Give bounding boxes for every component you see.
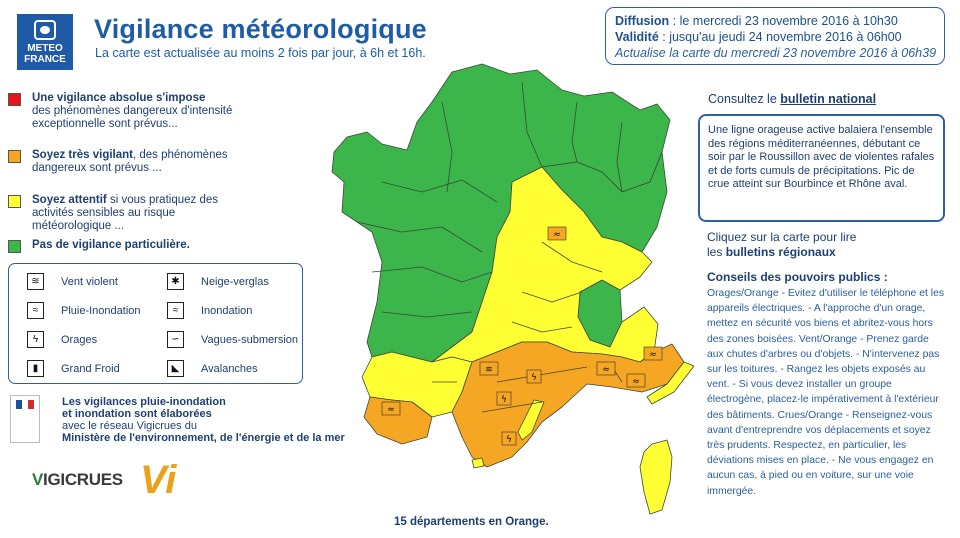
pheno-label: Avalanches	[201, 363, 258, 375]
regional-line1: Cliquez sur la carte pour lire	[707, 230, 857, 244]
national-bulletin	[708, 92, 876, 106]
pheno-cold	[27, 363, 120, 375]
pheno-storm	[27, 334, 97, 346]
pheno-wave	[167, 334, 298, 346]
validite-value: : jusqu'au jeudi 24 novembre 2016 à 06h00	[658, 30, 902, 44]
regional-bulletins	[707, 230, 856, 260]
legend-green	[8, 239, 248, 252]
rain-flood-icon: ≈	[649, 350, 657, 360]
regional-prefix: les	[707, 245, 726, 259]
diffusion-box	[605, 7, 945, 65]
region-corsica[interactable]	[640, 440, 672, 514]
validite-label: Validité	[615, 30, 659, 44]
vi-logo[interactable]: Vi	[140, 458, 177, 502]
pheno-label: Vent violent	[61, 276, 118, 288]
pheno-flood	[167, 305, 252, 317]
legend-yellow	[8, 194, 248, 233]
ministry-line2: et inondation sont élaborées	[62, 408, 212, 420]
storm-icon: ϟ	[501, 395, 507, 405]
yellow-swatch	[8, 195, 21, 208]
regional-bulletins-link[interactable]: bulletins régionaux	[725, 245, 836, 259]
meteo-france-logo[interactable]	[17, 14, 73, 70]
orange-count: 15 départements en Orange.	[394, 516, 549, 528]
legend-red-bold: Une vigilance absolue s'impose	[32, 92, 206, 104]
vigicrues-rest: IGICRUES	[43, 470, 123, 489]
storm-icon: ϟ	[506, 435, 512, 445]
pheno-label: Neige-verglas	[201, 276, 269, 288]
legend-orange	[8, 149, 248, 175]
france-vigilance-map[interactable]	[322, 62, 698, 520]
legend-orange-bold: Soyez très vigilant	[32, 149, 133, 161]
snow-icon: ✱	[167, 273, 184, 290]
logo-text-1: METEO	[27, 43, 63, 54]
thermometer-icon: ▮	[27, 360, 44, 377]
rain-flood-icon: ≈	[27, 302, 44, 319]
page-subtitle: La carte est actualisée au moins 2 fois par jour, à 6h et 16h.	[95, 46, 426, 60]
ministry-line3: avec le réseau Vigicrues du	[62, 420, 197, 432]
pheno-avalanche	[167, 363, 258, 375]
conseils-text: Orages/Orange - Evitez d'utiliser le téléphone et les appareils électriques. - A l'approche d'un orage, mettez en sécurité vos biens et abritez-vous hors des zones boisées. Vent/Orange - Prenez garde aux chutes d'arbres ou d'objets. - N'intervenez pas sur les toitures. - Rangez les objets exposés au vent. - Si vous devez installer un groupe électrogène, placez-le impérativement à l'extérieur des bâtiments. Crues/Orange - Renseignez-vous avant d'entreprendre vos déplacements et soyez très prudents. Respectez, en particulier, les déviations mises en place. - Ne vous engagez en aucun cas, à pied ou en voiture, sur une voie immergée.	[707, 288, 945, 497]
national-prefix: Consultez le	[708, 92, 781, 106]
rain-flood-icon: ≈	[387, 405, 395, 415]
rain-flood-icon: ≈	[632, 377, 640, 387]
storm-icon: ϟ	[531, 373, 537, 383]
vigicrues-logo[interactable]	[32, 470, 123, 490]
region-yellow-islet[interactable]	[472, 458, 484, 468]
green-swatch	[8, 240, 21, 253]
diffusion-value: : le mercredi 23 novembre 2016 à 10h30	[669, 14, 898, 28]
legend-green-bold: Pas de vigilance particulière.	[32, 239, 190, 251]
rain-flood-icon: ≈	[602, 365, 610, 375]
legend-yellow-rest: si vous pratiquez des activités sensibles au risque météorologique ...	[32, 194, 218, 232]
legend-yellow-bold: Soyez attentif	[32, 194, 107, 206]
flood-icon: ≈	[553, 230, 561, 240]
cloud-logo-icon	[34, 20, 56, 40]
pheno-label: Pluie-Inondation	[61, 305, 141, 317]
wind-icon: ≋	[27, 273, 44, 290]
flood-icon: ≈	[167, 302, 184, 319]
legend-orange-rest: , des phénomènes dangereux sont prévus ...	[32, 149, 228, 174]
pheno-rain-flood	[27, 305, 141, 317]
red-swatch	[8, 93, 21, 106]
pheno-wind	[27, 276, 118, 288]
diffusion-label: Diffusion	[615, 14, 670, 28]
ministry-text	[62, 396, 362, 444]
pheno-snow	[167, 276, 269, 288]
avalanche-icon: ◣	[167, 360, 184, 377]
national-bulletin-link[interactable]: bulletin national	[780, 92, 877, 106]
pheno-label: Grand Froid	[61, 363, 120, 375]
phenomena-legend	[8, 263, 303, 384]
pheno-label: Vagues-submersion	[201, 334, 299, 346]
legend-red	[8, 92, 248, 131]
storm-icon: ϟ	[27, 331, 44, 348]
orange-swatch	[8, 150, 21, 163]
conseils-title: Conseils des pouvoirs publics :	[707, 270, 888, 284]
wind-icon: ≋	[485, 365, 493, 375]
actualise-text: Actualise la carte du mercredi 23 novembre 2016 à 06h39	[615, 46, 937, 60]
ministry-logo[interactable]	[10, 395, 40, 443]
wave-icon: ∽	[167, 331, 184, 348]
logo-text-2: FRANCE	[24, 54, 66, 65]
vigicrues-v: V	[32, 470, 44, 489]
page-title: Vigilance météorologique	[94, 14, 427, 44]
ministry-line4: Ministère de l'environnement, de l'énergie et de la mer	[62, 432, 345, 444]
ministry-line1: Les vigilances pluie-inondation	[62, 396, 226, 408]
legend-red-rest: des phénomènes dangereux d'intensité exceptionnelle sont prévus...	[32, 105, 233, 130]
info-box: Une ligne orageuse active balaiera l'ensemble des régions méditerranéennes, débutant ce soir par le Roussillon avec de violentes rafales et de forts cumuls de précipitations. Pic de crue atteint sur Bourbince et Rhône aval.	[698, 114, 945, 222]
flag-icon	[16, 400, 34, 409]
pheno-label: Orages	[61, 334, 98, 346]
pheno-label: Inondation	[201, 305, 253, 317]
